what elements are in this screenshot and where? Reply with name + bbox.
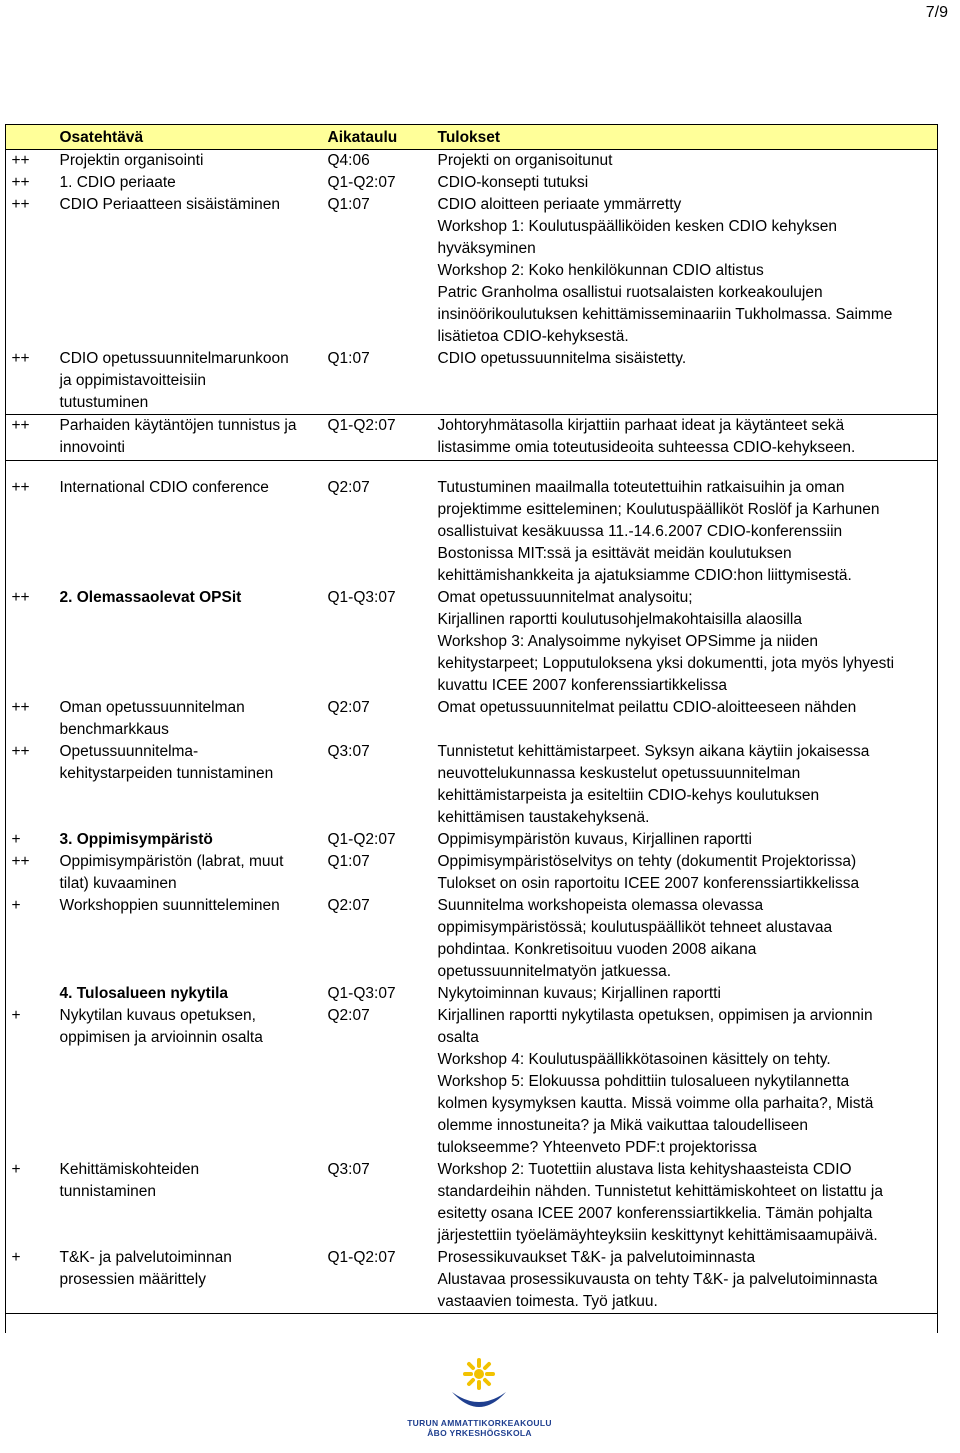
text-line: esitetty osana ICEE 2007 konferenssiartikkelia. Tämän pohjalta — [437, 1205, 873, 1222]
text-line: Nykytoiminnan kuvaus; Kirjallinen raportti — [437, 985, 721, 1002]
text-line: kuvattu ICEE 2007 konferenssiartikkelissa — [437, 677, 727, 694]
schedule-cell: Q2:07 — [327, 897, 370, 914]
text-line: Omat opetussuunnitelmat peilattu CDIO-aloitteeseen nähden — [437, 699, 857, 716]
priority-mark: + — [11, 831, 21, 848]
priority-mark: ++ — [6, 415, 58, 461]
text-line: Kirjallinen raportti nykytilasta opetuksen, oppimisen ja arvionnin — [437, 1007, 873, 1024]
results-cell — [436, 1159, 938, 1247]
text-line: standardeihin nähden. Tunnistetut kehittämiskohteet on listattu ja — [437, 1183, 883, 1200]
priority-mark: ++ — [11, 853, 30, 870]
schedule-cell: Q3:07 — [327, 1161, 370, 1178]
text-line: olemme innostuneita? ja Mikä vaikuttaa taloudelliseen — [437, 1117, 808, 1134]
task-cell — [58, 348, 326, 415]
text-line: neuvottelukunnassa keskustelut opetussuunnitelman — [437, 765, 801, 782]
table-row — [6, 1247, 938, 1314]
results-cell — [436, 1005, 938, 1159]
text-line: kehittämistarpeista ja esiteltiin CDIO-kehys koulutuksen — [437, 787, 820, 804]
text-line: tilat) kuvaaminen — [59, 875, 177, 892]
text-line: opetussuunnitelmatyön jatkuessa. — [437, 963, 672, 980]
text-line: insinöörikoulutuksen kehittämisseminaariin Tukholmassa. Saimme — [437, 306, 893, 323]
priority-mark: ++ — [11, 350, 30, 367]
results-cell — [436, 477, 938, 587]
task-cell: 1. CDIO periaate — [59, 174, 176, 191]
spacer-row — [6, 461, 938, 478]
schedule-cell: Q1:07 — [327, 853, 370, 870]
results-cell — [436, 895, 938, 983]
text-line: osallistuivat kesäkuussa 11.-14.6.2007 CDIO-konferenssiin — [437, 523, 843, 540]
text-line: Suunnitelma workshopeista olemassa olevassa — [437, 897, 764, 914]
priority-mark: ++ — [11, 589, 30, 606]
task-cell — [58, 741, 326, 829]
task-cell — [58, 1159, 326, 1247]
schedule-cell: Q2:07 — [327, 699, 370, 716]
schedule-cell: Q1-Q2:07 — [326, 415, 436, 461]
task-cell: CDIO Periaatteen sisäistäminen — [59, 196, 281, 213]
text-line: T&K- ja palvelutoiminnan — [59, 1249, 232, 1266]
text-line: Workshop 4: Koulutuspäällikkötasoinen käsittely on tehty. — [437, 1051, 831, 1068]
text-line: Omat opetussuunnitelmat analysoitu; — [437, 589, 693, 606]
text-line: CDIO aloitteen periaate ymmärretty — [437, 196, 682, 213]
text-line: Prosessikuvaukset T&K- ja palvelutoiminnasta — [437, 1249, 756, 1266]
task-cell-section: 2. Olemassaolevat OPSit — [59, 589, 242, 606]
task-cell — [58, 851, 326, 895]
task-cell — [58, 697, 326, 741]
schedule-cell: Q1-Q3:07 — [327, 985, 396, 1002]
text-line: Kirjallinen raportti koulutusohjelmakohtaisilla alaosilla — [437, 611, 802, 628]
text-line: CDIO opetussuunnitelmarunkoon — [59, 350, 289, 367]
results-cell — [436, 697, 938, 741]
priority-mark: ++ — [11, 174, 30, 191]
table-row — [6, 895, 938, 983]
text-line: Tunnistetut kehittämistarpeet. Syksyn aikana käytiin jokaisessa — [437, 743, 870, 760]
priority-mark: + — [6, 1247, 58, 1314]
priority-mark: ++ — [11, 479, 30, 496]
results-cell — [436, 587, 938, 697]
schedule-cell: Q3:07 — [327, 743, 370, 760]
text-line: tulokseemme? Yhteenveto PDF:t projektorissa — [437, 1139, 757, 1156]
text-line: oppimisen ja arvioinnin osalta — [59, 1029, 263, 1046]
schedule-cell: Q1:07 — [327, 350, 370, 367]
table-row — [6, 477, 938, 587]
header-task: Osatehtävä — [58, 125, 326, 150]
results-cell — [436, 194, 938, 348]
text-line: Alustavaa prosessikuvausta on tehty T&K- ja palvelutoiminnasta — [437, 1271, 878, 1288]
schedule-cell: Q2:07 — [327, 1007, 370, 1024]
logo-line-2: ÅBO YRKESHÖGSKOLA — [427, 1428, 532, 1438]
priority-mark: + — [11, 897, 21, 914]
priority-mark: + — [11, 1161, 21, 1178]
text-line: vastaavien toimesta. Työ jatkuu. — [437, 1293, 658, 1310]
text-line: kehitystarpeet; Lopputuloksena yksi dokumentti, jota myös lyhyesti — [437, 655, 895, 672]
task-cell: Workshoppien suunnitteleminen — [59, 897, 280, 914]
text-line: kehittämishankkeita ja ajatuksiamme CDIO:hon liittymisestä. — [437, 567, 852, 584]
text-line: kehittämisen taustakehyksenä. — [437, 809, 650, 826]
header-time: Aikataulu — [326, 125, 436, 150]
results-cell — [436, 983, 938, 1005]
text-line: Workshop 2: Tuotettiin alustava lista kehityshaasteista CDIO — [437, 1161, 852, 1178]
schedule-cell: Q4:06 — [327, 152, 370, 169]
priority-mark: ++ — [11, 743, 30, 760]
results-cell — [436, 172, 938, 194]
schedule-cell: Q1-Q2:07 — [327, 174, 396, 191]
text-line: kehitystarpeiden tunnistaminen — [59, 765, 274, 782]
task-cell — [58, 1247, 326, 1314]
schedule-cell: Q1-Q2:07 — [326, 1247, 436, 1314]
table-header-row — [6, 125, 938, 150]
task-cell-section: 3. Oppimisympäristö — [59, 831, 213, 848]
results-cell — [436, 741, 938, 829]
results-cell — [436, 348, 938, 415]
text-line: Johtoryhmätasolla kirjattiin parhaat ideat ja käytänteet sekä — [437, 417, 845, 434]
text-line: lisätietoa CDIO-kehyksestä. — [437, 328, 629, 345]
priority-mark: ++ — [11, 196, 30, 213]
results-cell — [436, 1247, 938, 1314]
text-line: Workshop 1: Koulutuspäälliköiden kesken CDIO kehyksen — [437, 218, 837, 235]
text-line: CDIO-konsepti tutuksi — [437, 174, 589, 191]
schedule-cell: Q1-Q2:07 — [327, 831, 396, 848]
text-line: prosessien määrittely — [59, 1271, 206, 1288]
arc-icon — [452, 1392, 506, 1407]
table-row — [6, 194, 938, 348]
table-row — [6, 1159, 938, 1247]
text-line: Workshop 2: Koko henkilökunnan CDIO altistus — [437, 262, 764, 279]
header-results: Tulokset — [436, 125, 938, 150]
priority-mark — [6, 983, 58, 1005]
logo-line-1: TURUN AMMATTIKORKEAKOULU — [407, 1418, 552, 1428]
text-line: osalta — [437, 1029, 479, 1046]
priority-mark: ++ — [11, 152, 30, 169]
table-row — [6, 348, 938, 415]
text-line: tunnistaminen — [59, 1183, 157, 1200]
priority-mark: + — [11, 1007, 21, 1024]
table-row — [6, 150, 938, 173]
page-number: 7/9 — [925, 4, 948, 21]
text-line: Nykytilan kuvaus opetuksen, — [59, 1007, 256, 1024]
priority-mark: ++ — [11, 699, 30, 716]
results-cell — [436, 829, 938, 851]
text-line: Bostonissa MIT:ssä ja esittävät meidän koulutuksen — [437, 545, 792, 562]
task-cell-section: 4. Tulosalueen nykytila — [59, 985, 229, 1002]
text-line: Workshop 5: Elokuussa pohdittiin tulosalueen nykytilannetta — [437, 1073, 850, 1090]
text-line: kolmen kysymyksen kautta. Missä voimme olla parhaita?, Mistä — [437, 1095, 874, 1112]
text-line: benchmarkkaus — [59, 721, 169, 738]
text-line: Parhaiden käytäntöjen tunnistus ja — [59, 417, 297, 434]
results-cell — [436, 150, 938, 173]
text-line: tutustuminen — [59, 394, 149, 411]
text-line: CDIO opetussuunnitelma sisäistetty. — [437, 350, 687, 367]
sun-star-icon — [465, 1360, 493, 1388]
text-line: Oman opetussuunnitelman — [59, 699, 245, 716]
schedule-cell: Q2:07 — [327, 479, 370, 496]
task-cell — [58, 415, 326, 461]
results-cell — [436, 415, 938, 461]
task-cell — [58, 1005, 326, 1159]
text-line: Oppimisympäristön kuvaus, Kirjallinen raportti — [437, 831, 752, 848]
table-row — [6, 1005, 938, 1159]
schedule-cell: Q1-Q3:07 — [327, 589, 396, 606]
text-line: Patric Granholma osallistui ruotsalaisten korkeakoulujen — [437, 284, 823, 301]
text-line: innovointi — [59, 439, 125, 456]
task-cell: International CDIO conference — [59, 479, 269, 496]
text-line: projektimme esitteleminen; Koulutuspäälliköt Roslöf ja Karhunen — [437, 501, 880, 518]
logo-text — [392, 1418, 567, 1438]
text-line: oppimisympäristössä; koulutuspäälliköt tehneet alustavaa — [437, 919, 833, 936]
text-line: Oppimisympäristön (labrat, muut — [59, 853, 284, 870]
task-cell: Projektin organisointi — [59, 152, 204, 169]
text-line: Tulokset on osin raportoitu ICEE 2007 konferenssiartikkelissa — [437, 875, 860, 892]
text-line: ja oppimistavoitteisiin — [59, 372, 206, 389]
text-line: Opetussuunnitelma- — [59, 743, 199, 760]
text-line: Tutustuminen maailmalla toteutettuihin ratkaisuihin ja oman — [437, 479, 845, 496]
text-line: listasimme omia toteutusideoita suhteessa CDIO-kehykseen. — [437, 439, 856, 456]
table-row — [6, 983, 938, 1005]
text-line: hyväksyminen — [437, 240, 536, 257]
table-row — [6, 587, 938, 697]
plan-table — [5, 124, 938, 1314]
table-row — [6, 172, 938, 194]
schedule-cell: Q1:07 — [327, 196, 370, 213]
text-line: Workshop 3: Analysoimme nykyiset OPSimme ja niiden — [437, 633, 818, 650]
text-line: Kehittämiskohteiden — [59, 1161, 200, 1178]
text-line: Oppimisympäristöselvitys on tehty (dokumentit Projektorissa) — [437, 853, 857, 870]
results-cell — [436, 851, 938, 895]
text-line: järjestettiin työelämäyhteyksiin keskittynyt kehittämisaamupäivä. — [437, 1227, 878, 1244]
table-row — [6, 415, 938, 461]
text-line: Projekti on organisoitunut — [437, 152, 613, 169]
table-row — [6, 829, 938, 851]
table-row — [6, 741, 938, 829]
text-line: pohdintaa. Konkretisoituu vuoden 2008 aikana — [437, 941, 757, 958]
table-row — [6, 697, 938, 741]
table-row — [6, 851, 938, 895]
